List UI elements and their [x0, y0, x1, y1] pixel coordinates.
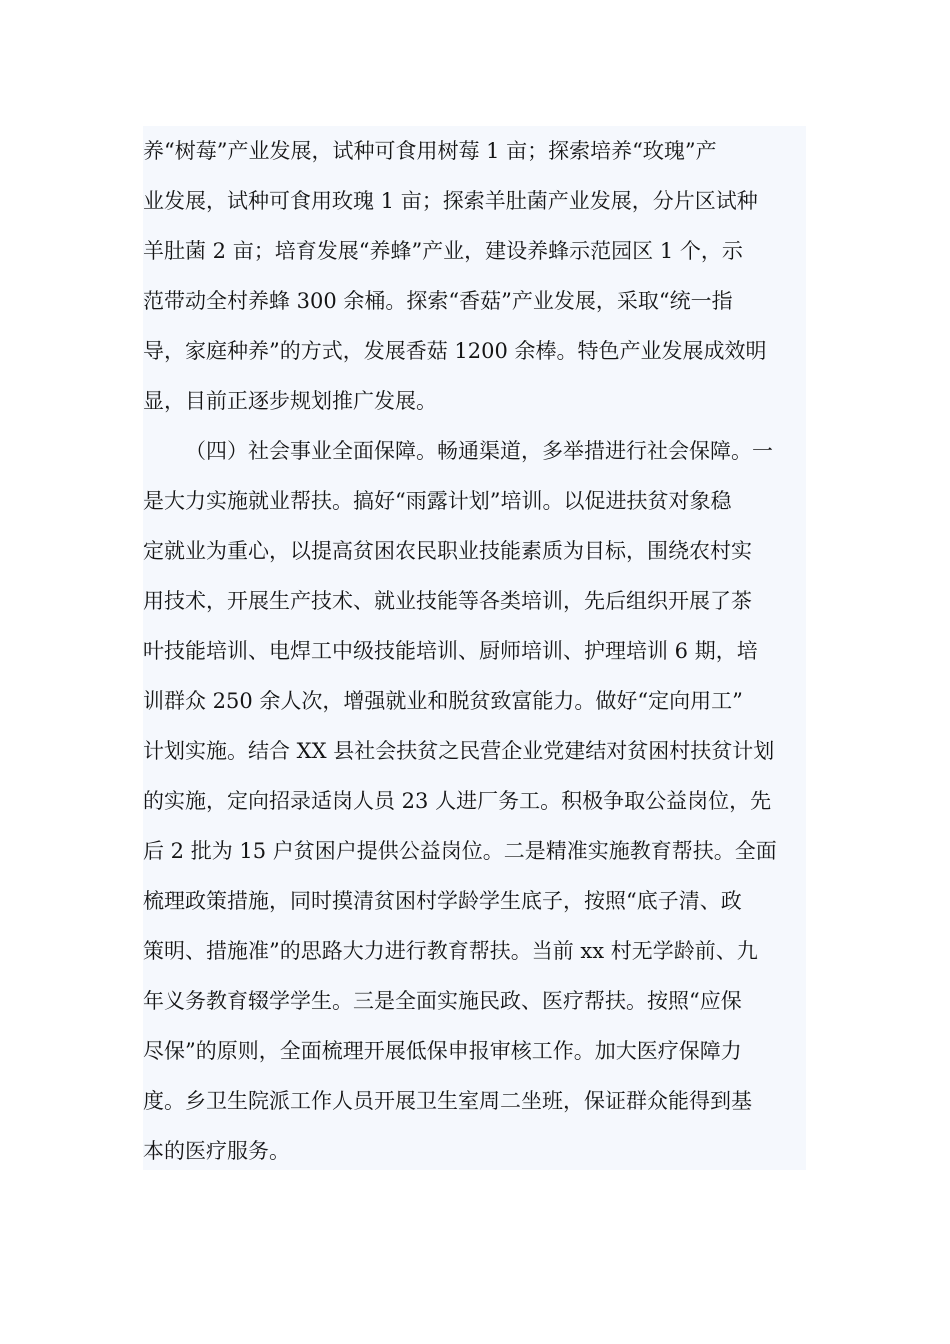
text-line-16: 梳理政策措施，同时摸清贫困村学龄学生底子，按照“底子清、政 — [143, 889, 742, 913]
text-line-7: （四）社会事业全面保障。畅通渠道，多举措进行社会保障。一 — [185, 439, 773, 463]
text-line-1: 养“树莓”产业发展，试种可食用树莓 1 亩；探索培养“玫瑰”产 — [143, 139, 717, 163]
text-line-20: 度。乡卫生院派工作人员开展卫生室周二坐班，保证群众能得到基 — [143, 1089, 752, 1113]
text-line-9: 定就业为重心，以提高贫困农民职业技能素质为目标，围绕农村实 — [143, 539, 752, 563]
text-line-19: 尽保”的原则，全面梳理开展低保申报审核工作。加大医疗保障力 — [143, 1039, 742, 1063]
text-line-15: 后 2 批为 15 户贫困户提供公益岗位。二是精准实施教育帮扶。全面 — [143, 839, 777, 863]
text-line-5: 导，家庭种养”的方式，发展香菇 1200 余棒。特色产业发展成效明 — [143, 339, 767, 363]
text-line-14: 的实施，定向招录适岗人员 23 人进厂务工。积极争取公益岗位，先 — [143, 789, 772, 813]
text-line-4: 范带动全村养蜂 300 余桶。探索“香菇”产业发展，采取“统一指 — [143, 289, 733, 313]
document-text-block — [143, 126, 806, 1170]
text-line-21: 本的医疗服务。 — [143, 1139, 290, 1163]
text-line-17: 策明、措施准”的思路大力进行教育帮扶。当前 xx 村无学龄前、九 — [143, 939, 758, 963]
text-line-18: 年义务教育辍学学生。三是全面实施民政、医疗帮扶。按照“应保 — [143, 989, 742, 1013]
text-line-12: 训群众 250 余人次，增强就业和脱贫致富能力。做好“定向用工” — [143, 689, 743, 713]
text-line-8: 是大力实施就业帮扶。搞好“雨露计划”培训。以促进扶贫对象稳 — [143, 489, 732, 513]
text-line-3: 羊肚菌 2 亩；培育发展“养蜂”产业，建设养蜂示范园区 1 个，示 — [143, 239, 743, 263]
text-line-10: 用技术，开展生产技术、就业技能等各类培训，先后组织开展了茶 — [143, 589, 752, 613]
text-line-11: 叶技能培训、电焊工中级技能培训、厨师培训、护理培训 6 期，培 — [143, 639, 758, 663]
text-line-13: 计划实施。结合 XX 县社会扶贫之民营企业党建结对贫困村扶贫计划 — [143, 739, 775, 763]
text-line-2: 业发展，试种可食用玫瑰 1 亩；探索羊肚菌产业发展，分片区试种 — [143, 189, 758, 213]
text-line-6: 显，目前正逐步规划推广发展。 — [143, 389, 437, 413]
